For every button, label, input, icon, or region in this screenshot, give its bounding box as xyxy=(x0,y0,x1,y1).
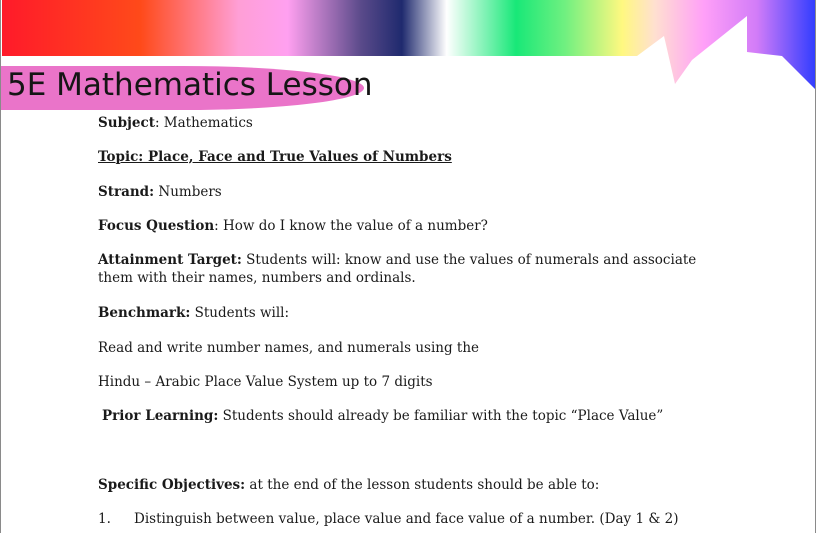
page-title: 5E Mathematics Lesson xyxy=(7,67,373,103)
specific-objectives-line xyxy=(98,476,599,494)
attainment-target-label: Attainment Target: xyxy=(98,252,242,268)
subject-label: Subject xyxy=(98,115,155,131)
strand-label: Strand: xyxy=(98,184,155,200)
subject-value: Mathematics xyxy=(163,115,253,131)
specific-objectives-label: Specific Objectives: xyxy=(98,477,246,493)
focus-question-value: How do I know the value of a number? xyxy=(222,218,488,234)
strand-value: Numbers xyxy=(154,184,222,200)
attainment-target-line xyxy=(98,251,696,269)
focus-question-sep: : xyxy=(214,218,223,234)
topic-line: Topic: Place, Face and True Values of Numbers xyxy=(98,149,452,165)
attainment-target-continuation: them with their names, numbers and ordinals. xyxy=(98,270,416,286)
focus-question-line xyxy=(98,217,488,235)
benchmark-detail-1: Read and write number names, and numerals using the xyxy=(98,340,480,356)
benchmark-value: Students will: xyxy=(190,305,290,321)
objective-number: 1. xyxy=(98,511,111,527)
objective-text: Distinguish between value, place value and face value of a number. (Day 1 & 2) xyxy=(134,511,679,527)
prior-learning-value: Students should already be familiar with the topic “Place Value” xyxy=(218,408,664,424)
specific-objectives-value: at the end of the lesson students should be able to: xyxy=(245,477,600,493)
attainment-target-text: Students will: know and use the values of numerals and associate xyxy=(241,252,697,268)
subject-line xyxy=(98,114,253,132)
prior-learning-line xyxy=(102,407,663,425)
subject-sep: : xyxy=(154,115,164,131)
benchmark-detail-2: Hindu – Arabic Place Value System up to 7 digits xyxy=(98,374,433,390)
benchmark-line xyxy=(98,304,289,322)
focus-question-label: Focus Question xyxy=(98,218,215,234)
benchmark-label: Benchmark: xyxy=(98,305,191,321)
prior-learning-label: Prior Learning: xyxy=(102,408,219,424)
strand-line xyxy=(98,183,222,201)
